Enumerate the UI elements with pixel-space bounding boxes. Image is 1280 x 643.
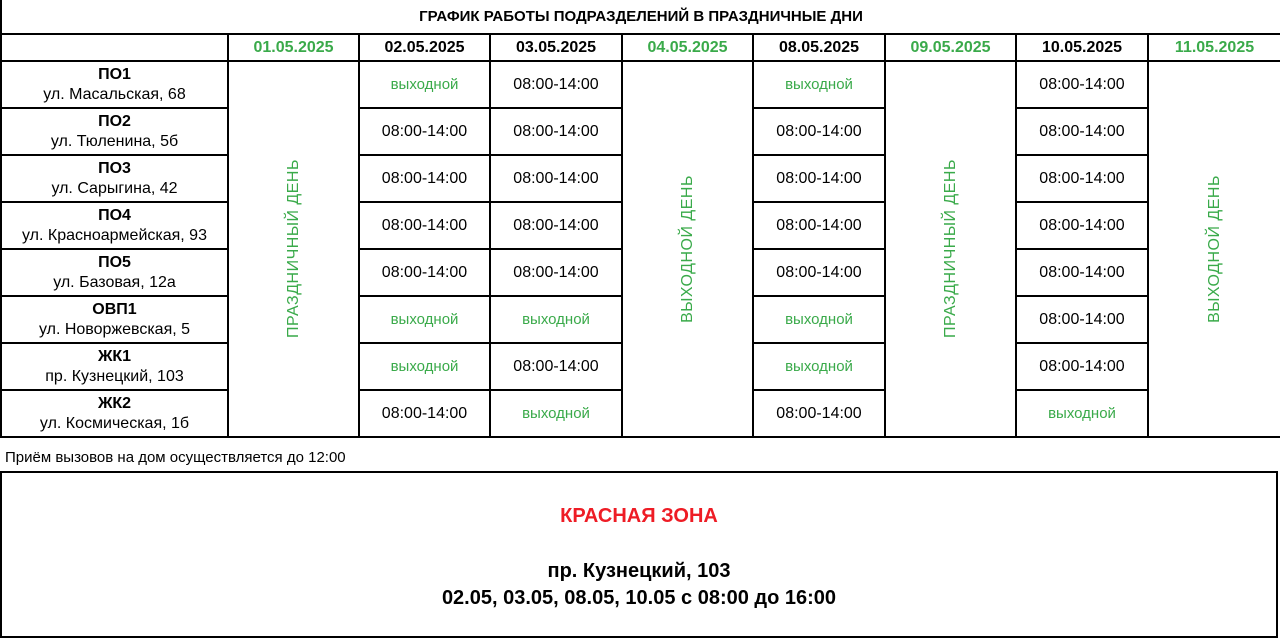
unit-address: ул. Базовая, 12а bbox=[53, 273, 176, 291]
date-header-cell: 03.05.2025 bbox=[490, 34, 622, 61]
vertical-day-label: ПРАЗДНИЧНЫЙ ДЕНЬ bbox=[941, 159, 959, 339]
work-hours-cell: 08:00-14:00 bbox=[490, 61, 622, 108]
work-hours-cell: 08:00-14:00 bbox=[1016, 249, 1148, 296]
work-hours-cell: 08:00-14:00 bbox=[359, 202, 490, 249]
unit-address: ул. Красноармейская, 93 bbox=[22, 226, 207, 244]
day-off-cell: выходной bbox=[359, 61, 490, 108]
date-header-cell: 04.05.2025 bbox=[622, 34, 753, 61]
unit-name: ПО2 bbox=[98, 112, 131, 130]
vertical-day-label: ПРАЗДНИЧНЫЙ ДЕНЬ bbox=[284, 159, 302, 339]
unit-name: ПО3 bbox=[98, 159, 131, 177]
work-hours-cell: 08:00-14:00 bbox=[1016, 108, 1148, 155]
work-hours-cell: 08:00-14:00 bbox=[359, 108, 490, 155]
unit-address: ул. Масальская, 68 bbox=[43, 85, 186, 103]
work-hours-cell: 08:00-14:00 bbox=[1016, 61, 1148, 108]
date-header-cell: 09.05.2025 bbox=[885, 34, 1016, 61]
work-hours-cell: 08:00-14:00 bbox=[753, 249, 885, 296]
unit-name: ЖК2 bbox=[97, 394, 132, 412]
work-hours-cell: 08:00-14:00 bbox=[490, 249, 622, 296]
holiday-column-cell bbox=[228, 61, 359, 437]
day-off-cell: выходной bbox=[490, 390, 622, 437]
unit-address: ул. Новоржевская, 5 bbox=[38, 320, 191, 338]
work-hours-cell: 08:00-14:00 bbox=[1016, 296, 1148, 343]
work-hours-cell: 08:00-14:00 bbox=[753, 202, 885, 249]
date-header-cell: 01.05.2025 bbox=[228, 34, 359, 61]
work-hours-cell: 08:00-14:00 bbox=[490, 155, 622, 202]
unit-cell bbox=[1, 108, 228, 155]
work-hours-cell: 08:00-14:00 bbox=[359, 155, 490, 202]
date-header-cell: 10.05.2025 bbox=[1016, 34, 1148, 61]
unit-cell bbox=[1, 249, 228, 296]
day-off-cell: выходной bbox=[753, 61, 885, 108]
red-zone-title: КРАСНАЯ ЗОНА bbox=[560, 505, 718, 527]
unit-cell bbox=[1, 343, 228, 390]
day-off-cell: выходной bbox=[490, 296, 622, 343]
unit-address: пр. Кузнецкий, 103 bbox=[45, 367, 184, 385]
date-header-cell: 11.05.2025 bbox=[1148, 34, 1280, 61]
day-off-cell: выходной bbox=[1016, 390, 1148, 437]
unit-address: ул. Сарыгина, 42 bbox=[51, 179, 178, 197]
work-hours-cell: 08:00-14:00 bbox=[1016, 343, 1148, 390]
unit-name: ПО5 bbox=[98, 253, 131, 271]
work-hours-cell: 08:00-14:00 bbox=[490, 108, 622, 155]
red-zone-address: пр. Кузнецкий, 103 bbox=[547, 560, 731, 582]
work-hours-cell: 08:00-14:00 bbox=[1016, 155, 1148, 202]
title-row bbox=[1, 0, 1280, 34]
holiday-column-cell bbox=[1148, 61, 1280, 437]
unit-cell bbox=[1, 61, 228, 108]
work-hours-cell: 08:00-14:00 bbox=[1016, 202, 1148, 249]
day-off-cell: выходной bbox=[359, 296, 490, 343]
work-hours-cell: 08:00-14:00 bbox=[753, 108, 885, 155]
unit-name: ПО1 bbox=[98, 65, 131, 83]
holiday-column-cell bbox=[885, 61, 1016, 437]
unit-name: ЖК1 bbox=[97, 347, 132, 365]
unit-address: ул. Тюленина, 5б bbox=[50, 132, 179, 150]
page-title: ГРАФИК РАБОТЫ ПОДРАЗДЕЛЕНИЙ В ПРАЗДНИЧНЫЕ ДНИ bbox=[1, 0, 1280, 34]
unit-name: ПО4 bbox=[98, 206, 131, 224]
date-header-row bbox=[1, 34, 1280, 61]
corner-cell bbox=[1, 34, 228, 61]
work-hours-cell: 08:00-14:00 bbox=[753, 390, 885, 437]
work-hours-cell: 08:00-14:00 bbox=[359, 390, 490, 437]
unit-row bbox=[1, 61, 1280, 108]
unit-address: ул. Космическая, 1б bbox=[39, 414, 190, 432]
day-off-cell: выходной bbox=[753, 296, 885, 343]
unit-name: ОВП1 bbox=[92, 300, 137, 318]
date-header-cell: 08.05.2025 bbox=[753, 34, 885, 61]
holiday-column-cell bbox=[622, 61, 753, 437]
unit-cell bbox=[1, 296, 228, 343]
work-hours-cell: 08:00-14:00 bbox=[753, 155, 885, 202]
unit-cell bbox=[1, 202, 228, 249]
work-hours-cell: 08:00-14:00 bbox=[490, 202, 622, 249]
home-call-note: Приём вызовов на дом осуществляется до 12:00 bbox=[5, 449, 346, 466]
date-header-cell: 02.05.2025 bbox=[359, 34, 490, 61]
day-off-cell: выходной bbox=[359, 343, 490, 390]
red-zone-box bbox=[0, 471, 1278, 638]
unit-cell bbox=[1, 155, 228, 202]
work-hours-cell: 08:00-14:00 bbox=[359, 249, 490, 296]
red-zone-dates: 02.05, 03.05, 08.05, 10.05 с 08:00 до 16:00 bbox=[441, 587, 837, 609]
work-hours-cell: 08:00-14:00 bbox=[490, 343, 622, 390]
vertical-day-label: ВЫХОДНОЙ ДЕНЬ bbox=[678, 175, 696, 323]
vertical-day-label: ВЫХОДНОЙ ДЕНЬ bbox=[1205, 175, 1223, 323]
day-off-cell: выходной bbox=[753, 343, 885, 390]
unit-cell bbox=[1, 390, 228, 437]
